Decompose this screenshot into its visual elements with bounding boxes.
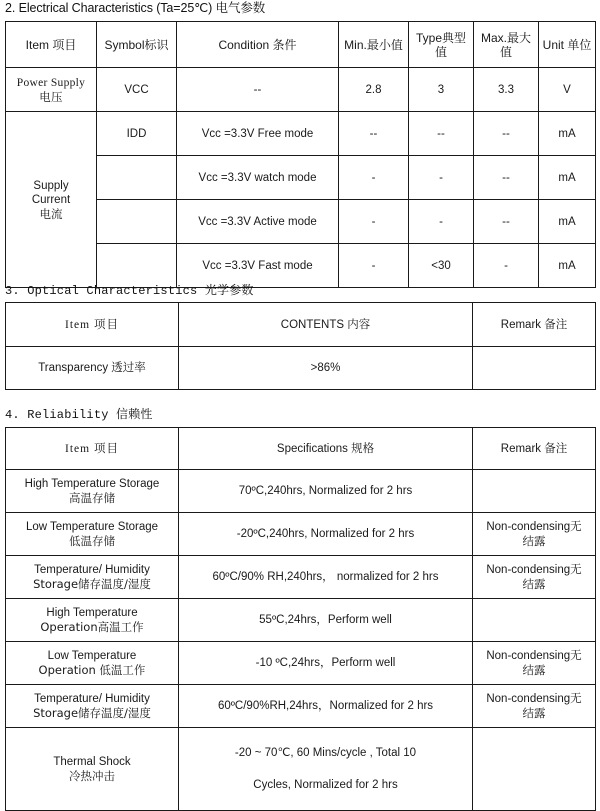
cell-condition: Vcc =3.3V Free mode [177, 112, 339, 156]
cell-specification: 70ºC,240hrs, Normalized for 2 hrs [179, 470, 473, 513]
cell-remark-line1: Non-condensing无 [486, 650, 582, 662]
cell-max: 3.3 [474, 68, 539, 112]
column-header-max: Max.最大值 [474, 22, 539, 68]
cell-remark [473, 513, 596, 556]
cell-min: -- [339, 112, 409, 156]
table-row [6, 556, 596, 599]
cell-max: -- [474, 112, 539, 156]
row-item-power-supply-cn: 电压 [39, 89, 63, 104]
cell-condition: Vcc =3.3V Fast mode [177, 244, 339, 288]
cell-item-line2: Storage储存温度/湿度 [33, 577, 151, 591]
cell-remark [473, 347, 596, 390]
cell-remark-line1: Non-condensing无 [486, 521, 582, 533]
cell-remark-line2: 结露 [522, 534, 546, 548]
cell-type: <30 [409, 244, 474, 288]
cell-symbol: VCC [97, 68, 177, 112]
cell-remark [473, 685, 596, 728]
cell-item-line1: High Temperature [46, 607, 138, 619]
table-header-row [6, 22, 596, 68]
row-item-power-supply-en: Power Supply [16, 76, 86, 89]
cell-remark [473, 599, 596, 642]
cell-item-line1: High Temperature Storage [24, 478, 160, 490]
cell-remark-line2: 结露 [522, 663, 546, 677]
column-header-specifications: Specifications 规格 [179, 428, 473, 470]
cell-remark [473, 556, 596, 599]
table-row [6, 642, 596, 685]
column-header-symbol: Symbol标识 [97, 22, 177, 68]
row-item-supply-current-en-2: Current [31, 193, 71, 206]
column-header-min: Min.最小值 [339, 22, 409, 68]
table-row [6, 685, 596, 728]
cell-specification [179, 728, 473, 811]
cell-unit: V [539, 68, 596, 112]
cell-type: - [409, 200, 474, 244]
cell-remark-line2: 结露 [522, 706, 546, 720]
cell-type: - [409, 156, 474, 200]
section-heading-reliability: 4. Reliability 信赖性 [5, 408, 153, 422]
cell-max: -- [474, 200, 539, 244]
table-row [6, 599, 596, 642]
table-row [6, 470, 596, 513]
cell-item [6, 556, 179, 599]
cell-specification: -20ºC,240hrs, Normalized for 2 hrs [179, 513, 473, 556]
cell-item [6, 599, 179, 642]
cell-item-line1: Low Temperature [47, 650, 137, 662]
row-item-supply-current [6, 112, 97, 288]
table-row [6, 347, 596, 390]
cell-symbol [97, 200, 177, 244]
cell-specification-line1: -20 ~ 70℃, 60 Mins/cycle , Total 10 [234, 747, 417, 759]
section-heading-optical: 3. Optical Characteristics 光学参数 [5, 284, 254, 298]
cell-item-transparency: Transparency 透过率 [6, 347, 179, 390]
cell-specification: 60ºC/90% RH,240hrs， normalized for 2 hrs [179, 556, 473, 599]
cell-specification: 55ºC,24hrs，Perform well [179, 599, 473, 642]
cell-unit: mA [539, 244, 596, 288]
column-header-remark: Remark 备注 [473, 428, 596, 470]
cell-min: - [339, 200, 409, 244]
cell-item [6, 728, 179, 811]
cell-min: 2.8 [339, 68, 409, 112]
cell-max: - [474, 244, 539, 288]
cell-symbol [97, 244, 177, 288]
cell-min: - [339, 156, 409, 200]
cell-remark-line2: 结露 [522, 577, 546, 591]
cell-condition: Vcc =3.3V Active mode [177, 200, 339, 244]
section-heading-electrical: 2. Electrical Characteristics (Ta=25℃) 电气参数 [5, 1, 266, 15]
cell-item-line2: Operation 低温工作 [38, 663, 146, 677]
cell-remark-line1: Non-condensing无 [486, 564, 582, 576]
cell-max: -- [474, 156, 539, 200]
cell-remark [473, 470, 596, 513]
cell-remark [473, 642, 596, 685]
row-item-supply-current-en-1: Supply [33, 179, 69, 192]
cell-type: -- [409, 112, 474, 156]
cell-remark-line1: Non-condensing无 [486, 693, 582, 705]
cell-item [6, 642, 179, 685]
column-header-item: Item 项目 [6, 303, 179, 347]
cell-min: - [339, 244, 409, 288]
cell-contents: >86% [179, 347, 473, 390]
cell-symbol [97, 156, 177, 200]
table-header-row [6, 303, 596, 347]
column-header-contents: CONTENTS 内容 [179, 303, 473, 347]
cell-item [6, 470, 179, 513]
cell-unit: mA [539, 156, 596, 200]
table-row [6, 513, 596, 556]
cell-item-line1: Low Temperature Storage [25, 521, 159, 533]
row-item-supply-current-cn: 电流 [39, 206, 63, 221]
cell-item-line1: Thermal Shock [53, 756, 131, 768]
column-header-item: Item 项目 [6, 428, 179, 470]
column-header-condition: Condition 条件 [177, 22, 339, 68]
cell-specification-line2: Cycles, Normalized for 2 hrs [253, 779, 398, 791]
cell-type: 3 [409, 68, 474, 112]
cell-specification: -10 ºC,24hrs，Perform well [179, 642, 473, 685]
cell-item-line2: Operation高温工作 [40, 620, 144, 634]
cell-item [6, 685, 179, 728]
column-header-unit: Unit 单位 [539, 22, 596, 68]
cell-item-line1: Temperature/ Humidity [34, 693, 150, 705]
column-header-remark: Remark 备注 [473, 303, 596, 347]
cell-condition: Vcc =3.3V watch mode [177, 156, 339, 200]
column-header-type: Type典型值 [409, 22, 474, 68]
table-row [6, 728, 596, 811]
optical-characteristics-table [5, 302, 596, 390]
cell-remark [473, 728, 596, 811]
row-item-power-supply [6, 68, 97, 112]
cell-specification: 60ºC/90%RH,24hrs，Normalized for 2 hrs [179, 685, 473, 728]
cell-unit: mA [539, 112, 596, 156]
cell-item-line2: 冷热冲击 [69, 769, 115, 783]
electrical-characteristics-table [5, 21, 596, 288]
cell-item [6, 513, 179, 556]
cell-item-line2: 高温存储 [69, 491, 115, 505]
cell-item-line2: Storage储存温度/湿度 [33, 706, 151, 720]
reliability-table [5, 427, 596, 811]
cell-item-line1: Temperature/ Humidity [34, 564, 150, 576]
cell-item-line2: 低温存储 [69, 534, 115, 548]
table-row [6, 68, 596, 112]
cell-unit: mA [539, 200, 596, 244]
table-header-row [6, 428, 596, 470]
column-header-item: Item 项目 [6, 22, 97, 68]
table-row [6, 112, 596, 156]
cell-condition: -- [177, 68, 339, 112]
cell-symbol: IDD [97, 112, 177, 156]
